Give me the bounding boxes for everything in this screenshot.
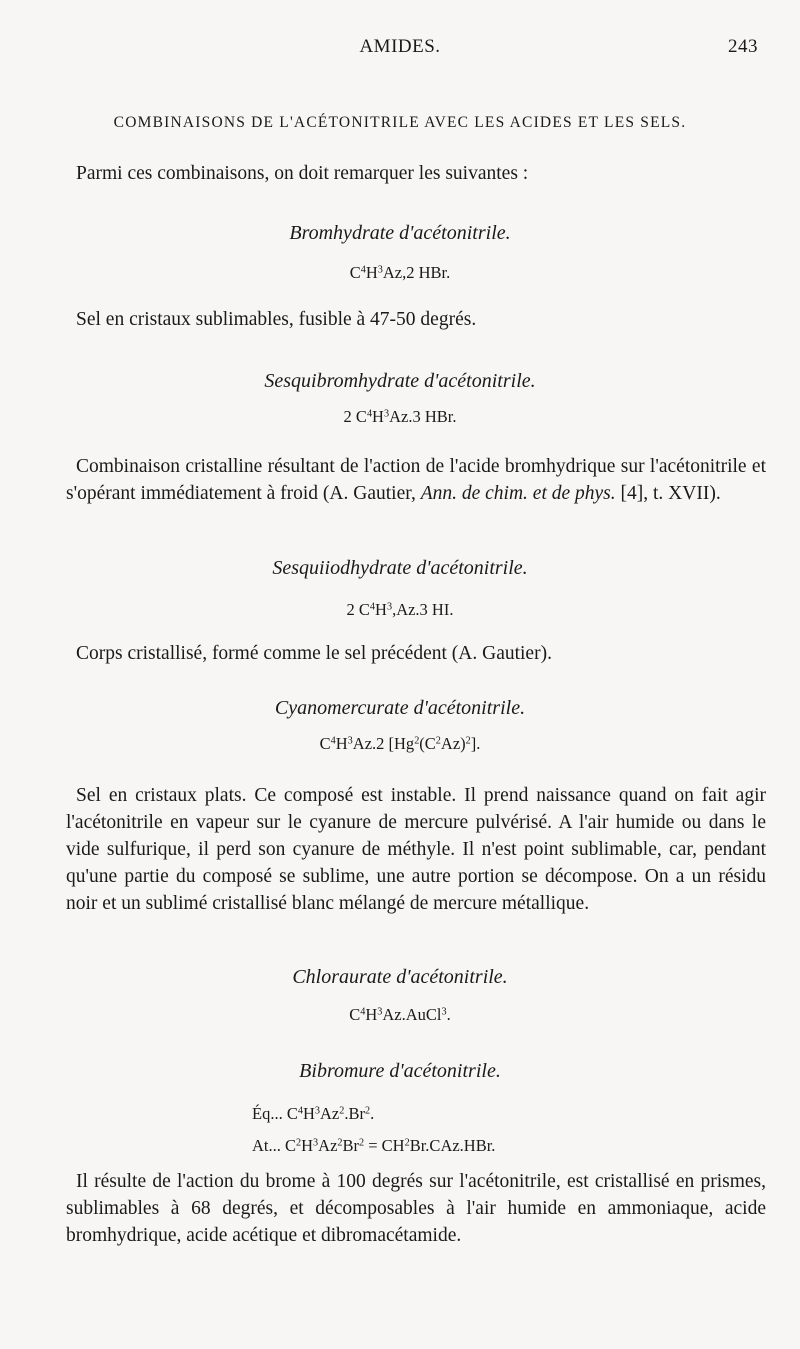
intro-paragraph: Parmi ces combinaisons, on doit remarquer les suivantes : (76, 163, 529, 184)
description-cyanomercurate: Sel en cristaux plats. Ce composé est instable. Il prend naissance quand on fait agir l'acétonitrile en vapeur sur le cyanure de mercure pulvérisé. A l'air humide ou dans le vide sulfurique, il perd son cyanure de méthyle. Il n'est point sublimable, car, pendant qu'une partie du composé se sublime, une autre portion se décompose. On a un résidu noir et un sublimé cristallisé blanc mélangé de mercure métallique. (66, 785, 766, 914)
page-number: 243 (728, 36, 758, 57)
compound-heading-sesquiiodhydrate: Sesquiiodhydrate d'acétonitrile. (272, 557, 528, 579)
formula-sesquibromhydrate: 2 $C^4H^3Az.3$ HBr. (343, 407, 457, 426)
compound-heading-sesquibromhydrate: Sesquibromhydrate d'acétonitrile. (264, 370, 536, 392)
section-title: COMBINAISONS DE L'ACÉTONITRILE AVEC LES ACIDES ET LES SELS. (113, 114, 687, 131)
formula-bromhydrate: $C^4H^3Az,2$ HBr. (349, 263, 451, 282)
description-sesquiiodhydrate: Corps cristallisé, formé comme le sel précédent (A. Gautier). (76, 643, 552, 664)
formula-chloraurate: $C^4H^3Az.AuCl^3$. (349, 1005, 451, 1024)
formula-cyanomercurate: $C^4H^3Az.2$ $[Hg^2(C^2Az)^2]$. (319, 734, 481, 753)
compound-heading-bromhydrate: Bromhydrate d'acétonitrile. (289, 222, 511, 244)
description-sesquibromhydrate: Combinaison cristalline résultant de l'action de l'acide bromhydrique sur l'acétonitrile et s'opérant immédiatement à froid (A. Gautier, Ann. de chim. et de phys. [4], t. XVII). (66, 456, 766, 504)
formula-sesquiiodhydrate: 2 $C^4H^3,Az.3$ HI. (346, 600, 454, 619)
compound-heading-cyanomercurate: Cyanomercurate d'acétonitrile. (274, 697, 526, 719)
formula-atomic-line: At... $C^2H^3Az^2Br^2 = CH^2Br.CAz.HBr$. (252, 1136, 496, 1155)
running-header-title: AMIDES. (359, 36, 441, 57)
compound-heading-chloraurate: Chloraurate d'acétonitrile. (292, 966, 508, 988)
description-bromhydrate: Sel en cristaux sublimables, fusible à 47-50 degrés. (76, 309, 477, 330)
compound-heading-bibromure: Bibromure d'acétonitrile. (299, 1060, 501, 1082)
description-bibromure: Il résulte de l'action du brome à 100 degrés sur l'acétonitrile, est cristallisé en prismes, sublimables à 68 degrés, et décomposables à l'air humide en ammoniaque, acide bromhydrique, acide acétique et dibromacétamide. (66, 1171, 766, 1246)
formula-equivalent-line: Éq... $C^4H^3Az^2.Br^2$. (252, 1104, 375, 1123)
